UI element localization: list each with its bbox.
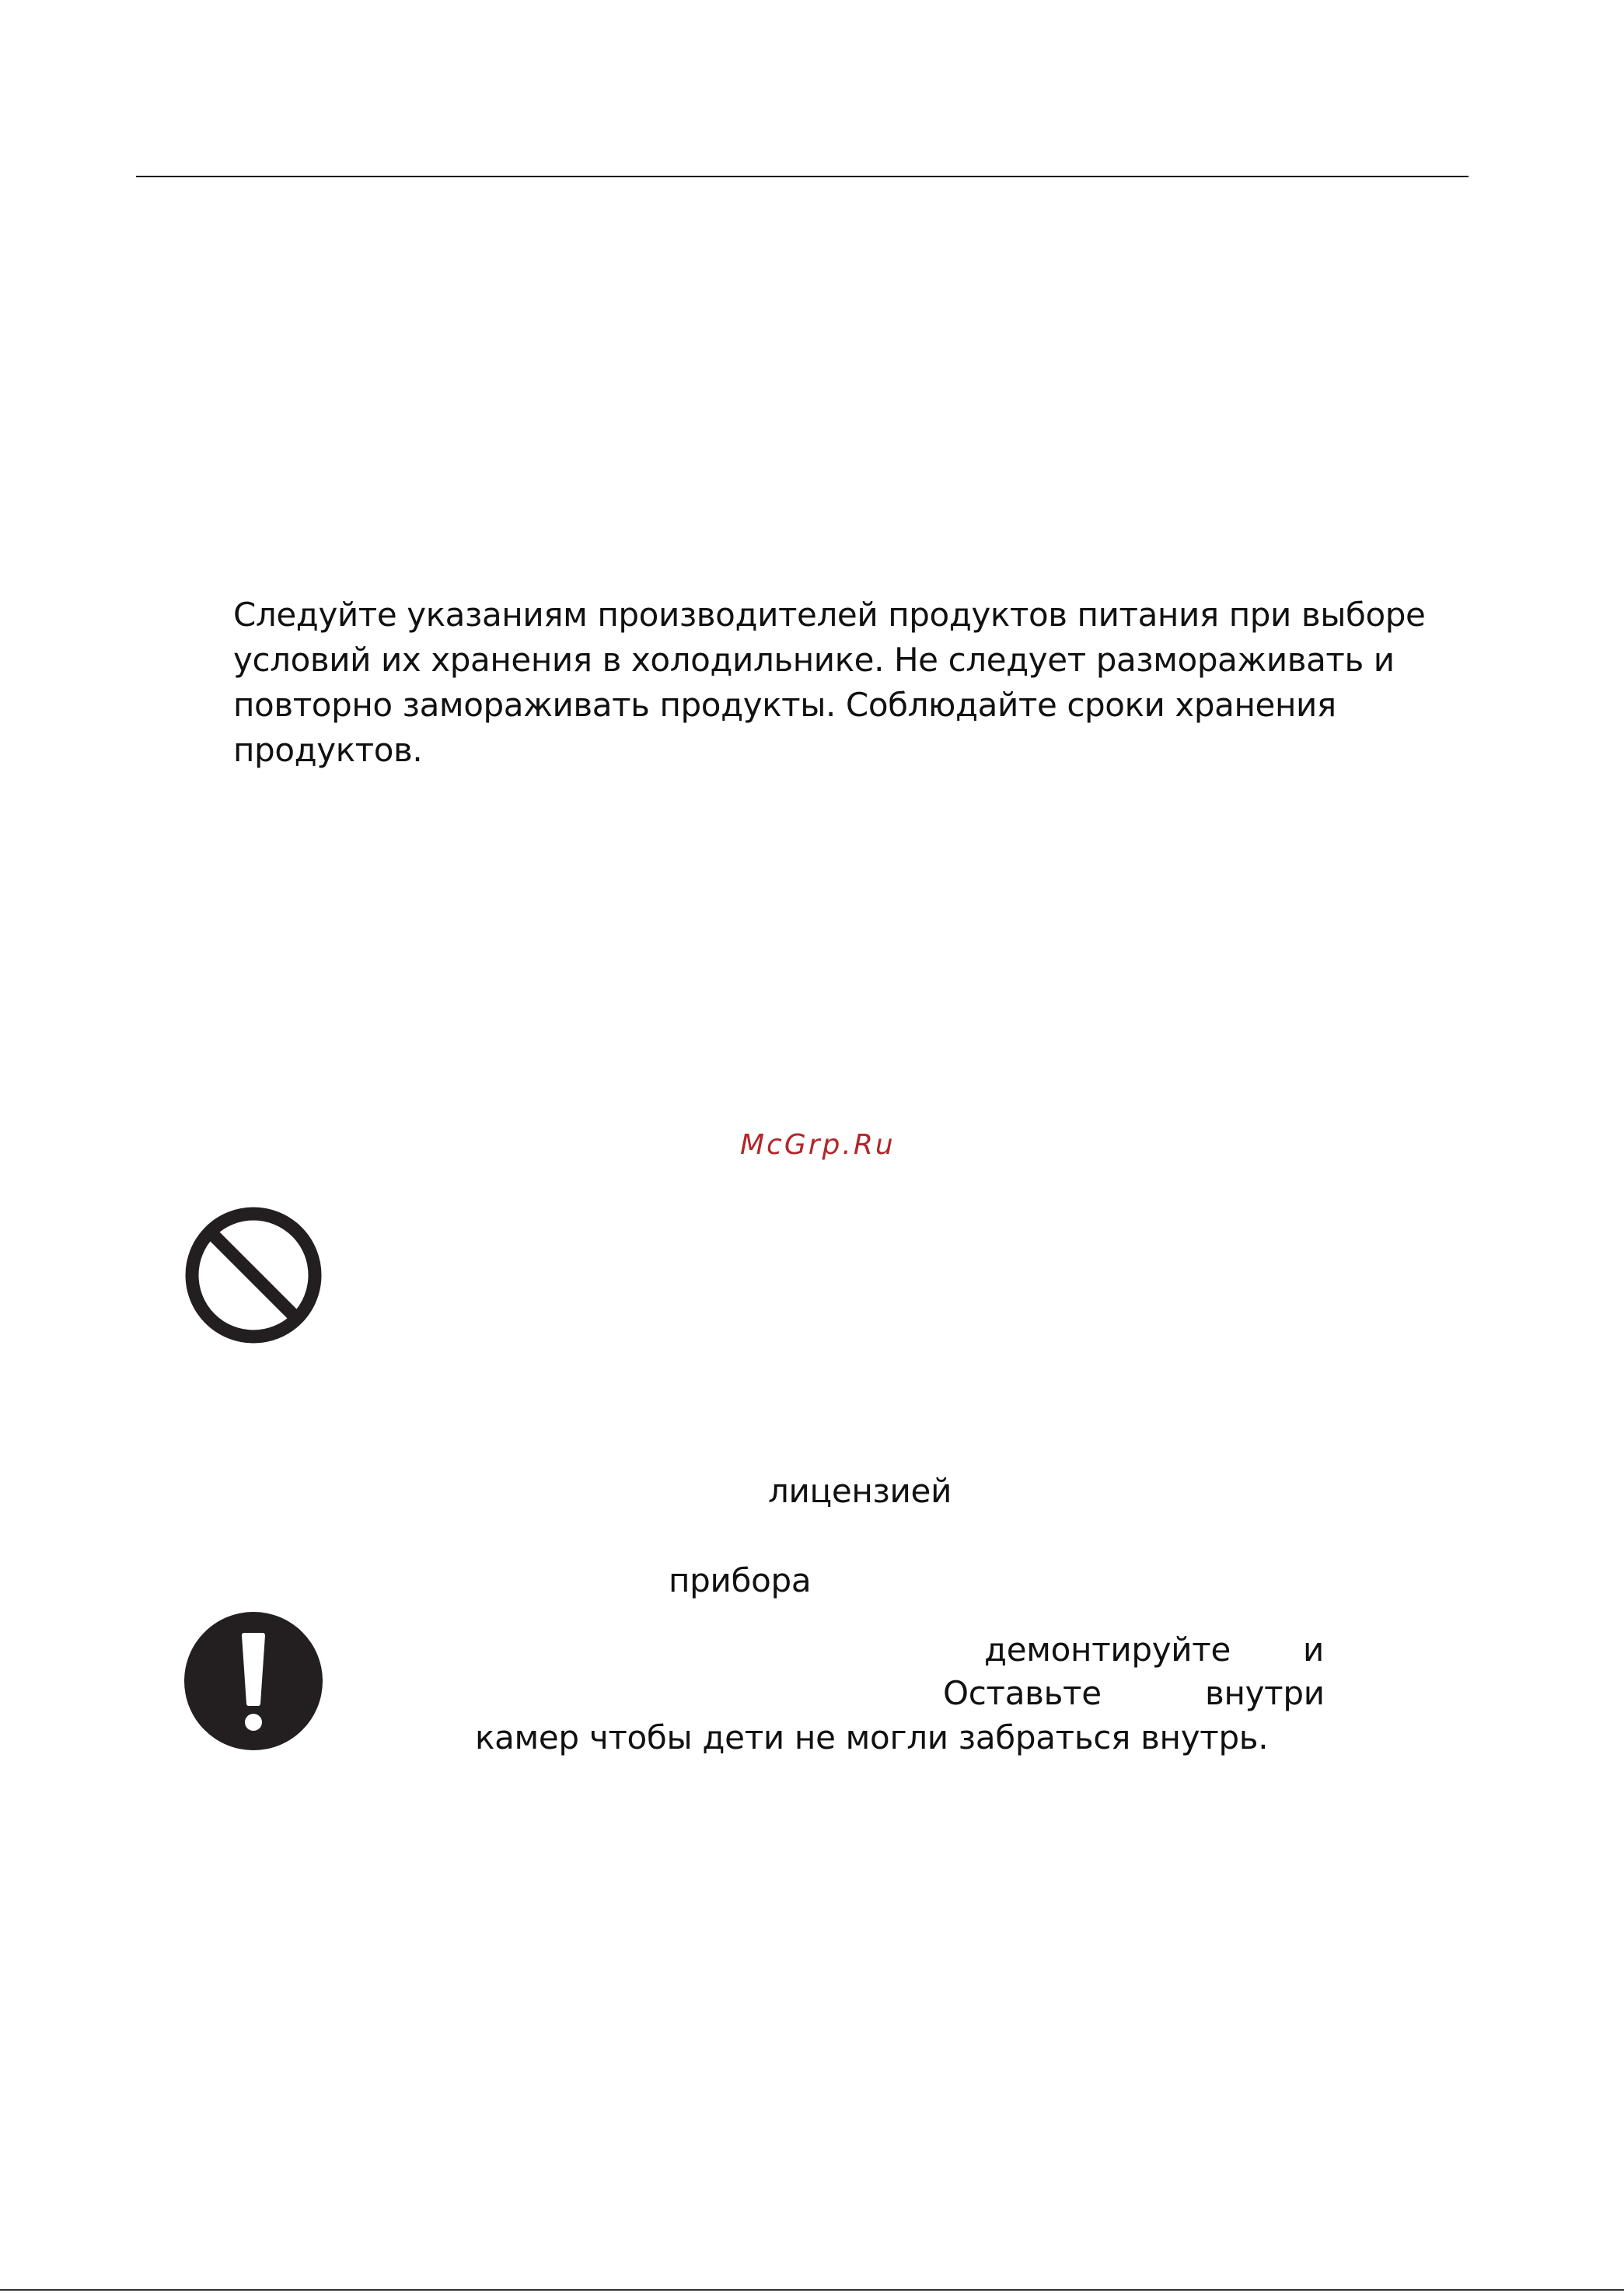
paragraph-line-4: продуктов. bbox=[233, 731, 423, 769]
paragraph-line-1: Следуйте указаниям производителей продуктов питания при выборе bbox=[233, 596, 1426, 634]
paragraph-line-3: повторно замораживать продукты. Соблюдайте сроки хранения bbox=[233, 686, 1336, 724]
exclamation-icon bbox=[184, 1612, 323, 1750]
fragment-children-line: камер чтобы дети не могли забраться внутрь. bbox=[475, 1718, 1269, 1756]
fragment-dismantle: демонтируйте bbox=[984, 1631, 1231, 1669]
storage-instructions-paragraph bbox=[233, 592, 1446, 773]
fragment-inside: внутри bbox=[1205, 1674, 1325, 1712]
footer-rule bbox=[0, 2289, 1624, 2291]
fragment-appliance: прибора bbox=[669, 1561, 812, 1599]
fragment-licensed: лицензией bbox=[768, 1472, 952, 1510]
watermark: McGrp.Ru bbox=[740, 1129, 896, 1161]
fragment-and: и bbox=[1303, 1631, 1324, 1669]
header-rule bbox=[136, 176, 1469, 177]
fragment-leave: Оставьте bbox=[943, 1674, 1102, 1712]
paragraph-line-2: условий их хранения в холодильнике. Не следует размораживать и bbox=[233, 641, 1395, 679]
prohibition-icon bbox=[184, 1206, 323, 1344]
